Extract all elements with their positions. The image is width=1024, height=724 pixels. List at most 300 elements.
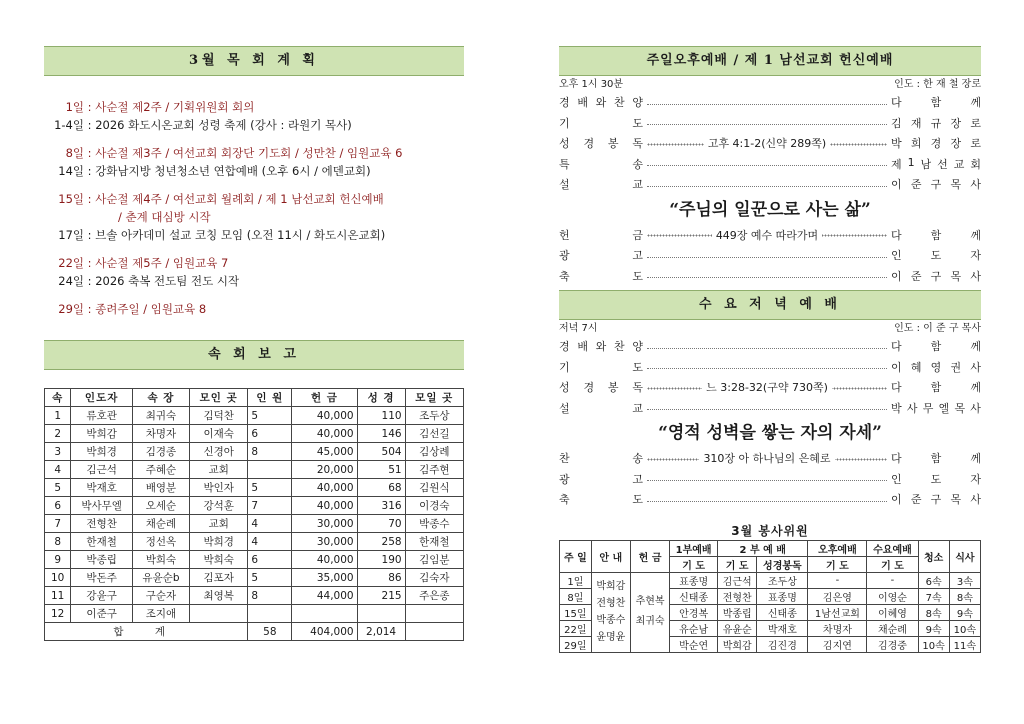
wednesday-order-after [559,448,981,510]
volunteers-header-row [560,540,981,556]
table-cell: 최영복 [190,587,248,605]
table-cell: 86 [357,569,405,587]
table-cell: 68 [357,479,405,497]
order-line [559,448,981,469]
order-person: 다 함 께 [891,452,981,466]
table-cell: 한재철 [405,533,463,551]
order-label: 헌 금 [559,228,643,242]
volunteers-title: 3월 봉사위원 [731,523,809,538]
table-cell: 채순례 [132,515,189,533]
table-cell: 5 [248,479,292,497]
volunteer-cell: 유윤순 [718,620,757,636]
col-first: 1부예배 [670,540,718,556]
order-label: 설 교 [559,178,643,192]
plan-date: 24일 [58,274,84,288]
volunteer-cell: 박순연 [670,636,718,652]
table-cell: 8 [248,443,292,461]
table-cell: 박돈주 [71,569,133,587]
col-meal: 식사 [949,540,980,572]
dot-leader [647,277,887,278]
table-row [45,407,464,425]
plan-text: 강화남지방 청년청소년 연합예배 (오후 6시 / 에덴교회) [95,164,371,178]
column-header: 속 [45,389,71,407]
plan-text: 2026 축복 전도팀 전도 시작 [95,274,240,288]
volunteer-cell: 10속 [918,636,949,652]
table-row [45,569,464,587]
sunday-order [559,92,981,195]
table-cell: 정선옥 [132,533,189,551]
table-cell: 주혜순 [132,461,189,479]
volunteer-cell: 9속 [918,620,949,636]
plan-date: 1-4일 [54,118,84,132]
dot-leader [647,136,887,150]
table-cell: 6 [45,497,71,515]
table-cell: 차명자 [132,425,189,443]
dot-leader [647,124,887,125]
order-label: 광 고 [559,472,643,486]
week-cell: 29일 [560,636,592,652]
plan-date: 15일 [58,192,84,206]
table-cell: 6 [248,425,292,443]
column-header: 인도자 [71,389,133,407]
order-label: 설 교 [559,401,643,415]
table-cell: 오세순 [132,497,189,515]
plan-event: 22일 : 사순절 제5주 / 임원교육 7 [44,254,464,272]
column-header: 속 장 [132,389,189,407]
table-cell [292,605,357,623]
order-line [559,174,981,195]
table-cell: 2 [45,425,71,443]
table-row [45,605,464,623]
order-label: 기 도 [559,360,643,374]
table-cell: 김덕찬 [190,407,248,425]
table-cell: 316 [357,497,405,515]
table-cell: 190 [357,551,405,569]
table-cell: 강윤구 [71,587,133,605]
col-guide: 안 내 [591,540,630,572]
table-cell: 박희숙 [132,551,189,569]
dot-leader [647,186,887,187]
volunteer-cell: 유순남 [670,620,718,636]
order-line [559,113,981,134]
plan-event: 8일 : 사순절 제3주 / 여선교회 회장단 기도회 / 성만찬 / 임원교육 6 [44,144,464,162]
order-label: 경 배 와 찬 양 [559,96,643,110]
order-detail: 449장 예수 따라가며 [712,227,822,243]
order-person: 제 1 남 선 교 회 [891,155,981,171]
volunteer-cell: 11속 [949,636,980,652]
volunteer-cell: 표종명 [757,588,808,604]
table-cell: 30,000 [292,533,357,551]
column-header: 헌 금 [292,389,357,407]
volunteer-cell: 7속 [918,588,949,604]
plan-date: 8일 [65,146,84,160]
volunteer-cell: 김은영 [808,588,867,604]
dot-leader [647,228,887,242]
table-cell: 45,000 [292,443,357,461]
col-pm: 오후예배 [808,540,867,556]
table-cell: 한재철 [71,533,133,551]
dot-leader [647,380,887,394]
volunteer-cell: 1남선교회 [808,604,867,620]
order-person: 다 함 께 [891,96,981,110]
order-label: 성 경 봉 독 [559,381,643,395]
order-label: 찬 송 [559,452,643,466]
order-person: 인 도 자 [891,472,981,486]
offerers-cell [630,572,669,652]
order-person: 인 도 자 [891,249,981,263]
order-line [559,377,981,398]
sub-read: 성경봉독 [757,556,808,572]
plan-event: 1-4일 : 2026 화도시온교회 성령 축제 (강사 : 라원기 목사) [44,116,464,134]
order-label: 경 배 와 찬 양 [559,340,643,354]
table-cell: 9 [45,551,71,569]
col-second: 2 부 예 배 [718,540,808,556]
table-cell: 504 [357,443,405,461]
guide-name: 전형찬 [596,598,626,609]
volunteer-cell: 차명자 [808,620,867,636]
table-cell: 40,000 [292,407,357,425]
dot-leader [647,480,887,481]
order-line [559,154,981,175]
table-cell: 35,000 [292,569,357,587]
table-cell: 김주현 [405,461,463,479]
table-cell: 20,000 [292,461,357,479]
cell-report-table [44,388,464,641]
sub-pray: 기 도 [808,556,867,572]
dot-leader [647,104,887,105]
order-label: 축 도 [559,493,643,507]
order-line [559,489,981,510]
dot-leader [647,348,887,349]
table-cell: 3 [45,443,71,461]
table-cell: 김임분 [405,551,463,569]
table-cell: 박희경 [71,443,133,461]
volunteer-cell: 김지연 [808,636,867,652]
sub-pray: 기 도 [670,556,718,572]
table-row [45,551,464,569]
order-label: 성 경 봉 독 [559,137,643,151]
plan-date: 22일 [58,256,84,270]
table-cell: 4 [248,515,292,533]
table-cell [357,605,405,623]
plan-text: 브솔 아카데미 설교 코칭 모임 (오전 11시 / 화도시온교회) [95,228,386,242]
table-row [45,515,464,533]
cell-report-title: 속 회 보 고 [44,340,464,370]
table-row [45,533,464,551]
column-header: 성 경 [357,389,405,407]
table-cell: 교회 [190,461,248,479]
volunteer-cell: 신태종 [670,588,718,604]
table-cell: 5 [248,569,292,587]
order-line [559,245,981,266]
table-cell [405,605,463,623]
total-people: 58 [248,623,292,641]
order-detail: 310장 아 하나님의 은혜로 [699,450,834,466]
table-cell: 박희숙 [190,551,248,569]
wednesday-time: 저녁 7시 [559,323,598,334]
table-cell: 김상례 [405,443,463,461]
order-person: 이 준 구 목 사 [891,269,981,283]
dot-leader [647,165,887,166]
volunteer-cell: 이영순 [867,588,918,604]
table-cell: 박종립 [71,551,133,569]
dot-leader [647,257,887,258]
table-cell: 51 [357,461,405,479]
plan-text: 사순절 제2주 / 기획위원회 회의 [95,100,255,114]
table-cell: 김선길 [405,425,463,443]
volunteer-cell: 신태종 [757,604,808,620]
table-cell [248,605,292,623]
order-line [559,398,981,419]
order-label: 기 도 [559,116,643,130]
plan-text: 종려주일 / 임원교육 8 [95,302,207,316]
plan-event: 1일 : 사순절 제2주 / 기획위원회 회의 [44,98,464,116]
table-cell: 조지애 [132,605,189,623]
table-cell: 주은종 [405,587,463,605]
order-label: 광 고 [559,249,643,263]
volunteer-cell: 8속 [949,588,980,604]
table-cell: 6 [248,551,292,569]
table-cell: 최귀숙 [132,407,189,425]
volunteer-cell: 채순례 [867,620,918,636]
plan-event: 14일 : 강화남지방 청년청소년 연합예배 (오후 6시 / 에덴교회) [44,162,464,180]
dot-leader [647,409,887,410]
table-cell: 40,000 [292,497,357,515]
order-person: 김 재 규 장 로 [891,116,981,130]
table-row [45,443,464,461]
table-cell: 박사무엘 [71,497,133,515]
table-cell: 8 [45,533,71,551]
sunday-order-after [559,225,981,287]
plan-text: 2026 화도시온교회 성령 축제 (강사 : 라원기 목사) [95,118,352,132]
volunteer-cell: 박재호 [757,620,808,636]
table-cell: 전형찬 [71,515,133,533]
table-cell: 5 [45,479,71,497]
table-cell: 배영분 [132,479,189,497]
table-cell: 110 [357,407,405,425]
sunday-meta [559,78,981,92]
col-week: 주 일 [560,540,592,572]
order-label: 축 도 [559,269,643,283]
sunday-time: 오후 1시 30분 [559,79,624,90]
volunteer-cell: 안경복 [670,604,718,620]
dot-leader [647,501,887,502]
volunteer-cell: 3속 [949,572,980,588]
plan-date: 17일 [58,228,84,242]
table-cell: 4 [45,461,71,479]
wednesday-order [559,336,981,418]
table-cell: 258 [357,533,405,551]
right-column [559,46,981,653]
sunday-leader: 인도 : 한 재 철 장로 [894,79,981,90]
table-cell: 5 [248,407,292,425]
volunteer-cell: 이혜영 [867,604,918,620]
order-person: 박 사 무 엘 목 사 [891,401,981,415]
total-offering: 404,000 [292,623,357,641]
table-cell: 30,000 [292,515,357,533]
table-cell: 이경숙 [405,497,463,515]
week-cell: 1일 [560,572,592,588]
dot-leader [647,451,887,465]
table-cell: 70 [357,515,405,533]
volunteer-cell: - [808,572,867,588]
plan-text: 사순절 제3주 / 여선교회 회장단 기도회 / 성만찬 / 임원교육 6 [95,146,403,160]
table-cell: 강석훈 [190,497,248,515]
sunday-title: 주일오후예배 / 제 1 남선교회 헌신예배 [559,46,981,76]
table-cell: 김숙자 [405,569,463,587]
volunteer-cell: 10속 [949,620,980,636]
table-cell: 박인자 [190,479,248,497]
volunteer-cell: 김근석 [718,572,757,588]
volunteer-cell: 박희감 [718,636,757,652]
volunteers-body [560,572,981,652]
plan-date: 1일 [65,100,84,114]
table-row [45,497,464,515]
table-cell: 8 [248,587,292,605]
column-header: 인 원 [248,389,292,407]
left-column [44,46,464,641]
column-header: 모일 곳 [405,389,463,407]
table-cell: 구순자 [132,587,189,605]
order-person: 박 희 경 장 로 [891,137,981,151]
col-wed: 수요예배 [867,540,918,556]
guide-name: 박희감 [596,581,626,592]
table-header-row [45,389,464,407]
table-cell: 박종수 [405,515,463,533]
order-line [559,266,981,287]
col-clean: 청소 [918,540,949,572]
total-label: 합 계 [45,623,248,641]
order-person: 다 함 께 [891,340,981,354]
table-cell: 신경아 [190,443,248,461]
column-header: 모인 곳 [190,389,248,407]
table-cell: 박희감 [71,425,133,443]
total-bible: 2,014 [357,623,405,641]
plan-event: 17일 : 브솔 아카데미 설교 코칭 모임 (오전 11시 / 화도시온교회) [44,226,464,244]
order-person: 다 함 께 [891,381,981,395]
wednesday-sermon-title: “영적 성벽을 쌓는 자의 자세” [658,423,882,443]
wednesday-leader: 인도 : 이 준 구 목사 [894,323,981,334]
table-cell: 7 [45,515,71,533]
wednesday-title: 수 요 저 녁 예 배 [559,290,981,320]
table-cell: 박재호 [71,479,133,497]
order-detail: 느 3:28-32(구약 730쪽) [702,379,832,395]
table-cell: 조두상 [405,407,463,425]
volunteer-cell: 전형찬 [718,588,757,604]
order-line [559,357,981,378]
volunteer-cell: 박종립 [718,604,757,620]
plan-event-continuation: / 춘계 대심방 시작 [118,210,211,224]
sub-pray: 기 도 [718,556,757,572]
volunteer-cell: 8속 [918,604,949,620]
table-cell: 김근석 [71,461,133,479]
sunday-sermon-title: “주님의 일꾼으로 사는 삶” [669,199,871,220]
table-cell: 1 [45,407,71,425]
table-cell: 이재숙 [190,425,248,443]
offerer-name: 추현복 [635,596,665,607]
plan-date: 29일 [58,302,84,316]
volunteer-cell: 김경중 [867,636,918,652]
table-cell: 40,000 [292,479,357,497]
offerer-name: 최귀숙 [635,616,665,627]
guide-name: 윤명윤 [596,632,626,643]
order-person: 다 함 께 [891,228,981,242]
order-line [559,225,981,246]
table-cell [190,605,248,623]
table-cell: 12 [45,605,71,623]
order-person: 이 준 구 목 사 [891,493,981,507]
table-cell: 7 [248,497,292,515]
plan-date: 14일 [58,164,84,178]
table-row [560,572,981,588]
order-detail: 고후 4:1-2(신약 289쪽) [704,135,830,151]
guides-cell [591,572,630,652]
week-cell: 15일 [560,604,592,620]
volunteer-cell: 9속 [949,604,980,620]
plan-text: 사순절 제4주 / 여선교회 월례회 / 제 1 남선교회 헌신예배 [95,192,384,206]
table-row [45,587,464,605]
week-cell: 22일 [560,620,592,636]
table-cell: 11 [45,587,71,605]
table-row [45,425,464,443]
table-cell: 44,000 [292,587,357,605]
table-cell: 215 [357,587,405,605]
wednesday-meta [559,322,981,336]
table-row [45,479,464,497]
volunteers-table [559,540,981,653]
order-line [559,336,981,357]
plan-event: 15일 : 사순절 제4주 / 여선교회 월례회 / 제 1 남선교회 헌신예배 [44,190,464,208]
col-offering: 헌 금 [630,540,669,572]
order-person: 이 준 구 목 사 [891,178,981,192]
table-cell: 박희경 [190,533,248,551]
table-cell: 40,000 [292,551,357,569]
week-cell: 8일 [560,588,592,604]
volunteer-cell: - [867,572,918,588]
table-cell: 유윤순b [132,569,189,587]
monthly-plan [44,98,464,318]
dot-leader [647,368,887,369]
table-cell: 김경종 [132,443,189,461]
volunteer-cell: 김진경 [757,636,808,652]
table-cell: 김포자 [190,569,248,587]
table-cell: 146 [357,425,405,443]
plan-text: 사순절 제5주 / 임원교육 7 [95,256,229,270]
table-row [45,461,464,479]
volunteer-cell: 표종명 [670,572,718,588]
plan-event: 29일 : 종려주일 / 임원교육 8 [44,300,464,318]
order-line [559,92,981,113]
table-cell: 김원식 [405,479,463,497]
total-row [45,623,464,641]
table-cell [248,461,292,479]
table-cell: 40,000 [292,425,357,443]
order-person: 이 혜 영 권 사 [891,360,981,374]
order-label: 특 송 [559,157,643,171]
volunteer-cell: 6속 [918,572,949,588]
sub-pray: 기 도 [867,556,918,572]
volunteer-cell: 조두상 [757,572,808,588]
table-cell: 10 [45,569,71,587]
order-line [559,133,981,154]
order-line [559,469,981,490]
table-cell: 이준구 [71,605,133,623]
plan-event: 24일 : 2026 축복 전도팀 전도 시작 [44,272,464,290]
guide-name: 박종수 [596,615,626,626]
plan-title: 3월 목 회 계 획 [44,46,464,76]
cell-report-body [45,407,464,623]
table-cell: 교회 [190,515,248,533]
